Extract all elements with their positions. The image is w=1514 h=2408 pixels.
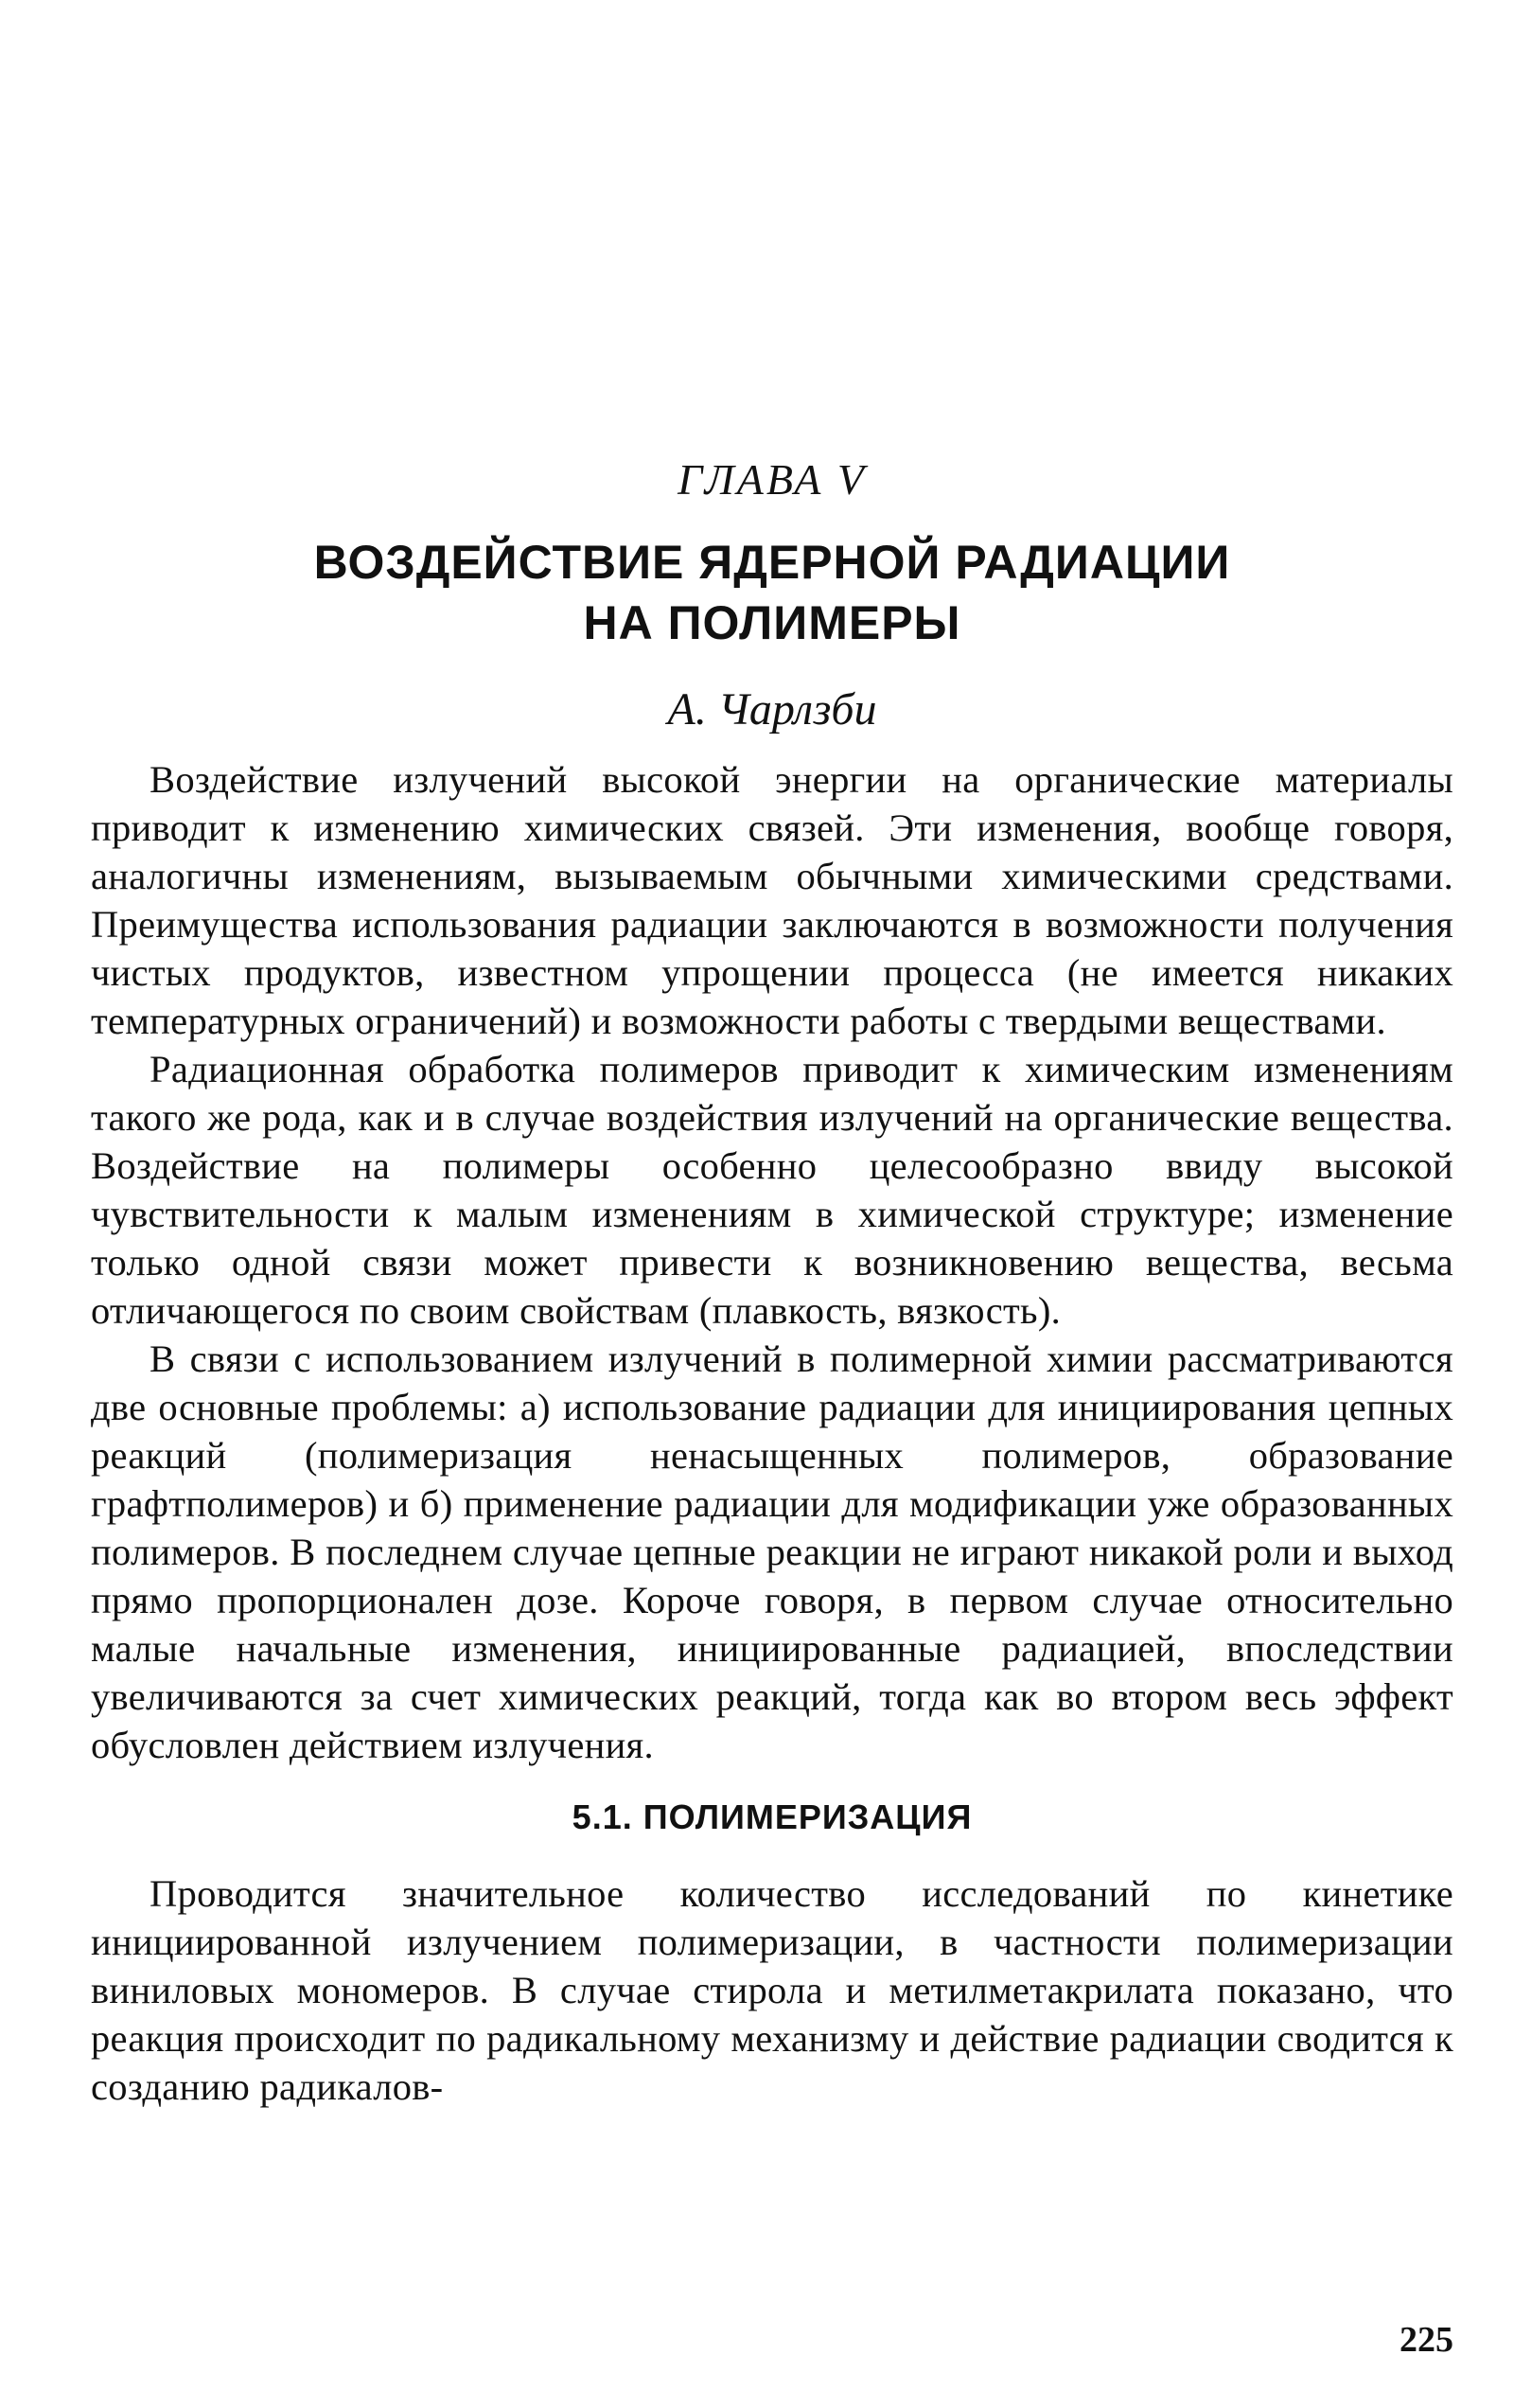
book-page <box>91 0 1453 2408</box>
chapter-title-line-1: ВОЗДЕЙСТВИЕ ЯДЕРНОЙ РАДИАЦИИ <box>313 536 1231 589</box>
chapter-label: ГЛАВА V <box>678 455 867 504</box>
section-paragraph: Проводится значительное количество исследований по кинетике инициированной излучением полимеризации, в частности полимеризации виниловых мономеров. В случае стирола и метилметакрилата показано, что реакция происходит по радикальному механизму и действие радиации сводится к созданию радикалов- <box>91 1872 1453 2108</box>
chapter-title <box>91 532 1453 653</box>
author-name: А. Чарлзби <box>667 684 877 735</box>
chapter-title-line-2: НА ПОЛИМЕРЫ <box>583 596 961 649</box>
body-text <box>91 755 1453 2111</box>
page-number: 225 <box>1400 2320 1453 2360</box>
paragraph-3: В связи с использованием излучений в полимерной химии рассматриваются две основные проблемы: а) использование радиации для инициирования цепных реакций (полимеризация ненасыщенных полимеров, образование графтполимеров) и б) применение радиации для модификации уже образованных полимеров. В последнем случае цепные реакции не играют никакой роли и выход прямо пропорционален дозе. Короче говоря, в первом случае относительно малые начальные изменения, инициированные радиацией, впоследствии увеличиваются за счет химических реакций, тогда как во втором весь эффект обусловлен действием излучения. <box>91 1337 1453 1766</box>
paragraph-1: Воздействие излучений высокой энергии на органические материалы приводит к изменению химических связей. Эти изменения, вообще говоря, аналогичны изменениям, вызываемым обычными химическими средствами. Преимущества использования радиации заключаются в возможности получения чистых продуктов, известном упрощении процесса (не имеется никаких температурных ограничений) и возможности работы с твердыми веществами. <box>91 758 1453 1042</box>
paragraph-2: Радиационная обработка полимеров приводит к химическим изменениям такого же рода, как и в случае воздействия излучений на органические вещества. Воздействие на полимеры особенно целесообразно ввиду высокой чувствительности к малым изменениям в химической структуре; изменение только одной связи может привести к возникновению вещества, весьма отличающегося по своим свойствам (плавкость, вязкость). <box>91 1048 1453 1332</box>
section-heading: 5.1. ПОЛИМЕРИЗАЦИЯ <box>572 1797 973 1836</box>
